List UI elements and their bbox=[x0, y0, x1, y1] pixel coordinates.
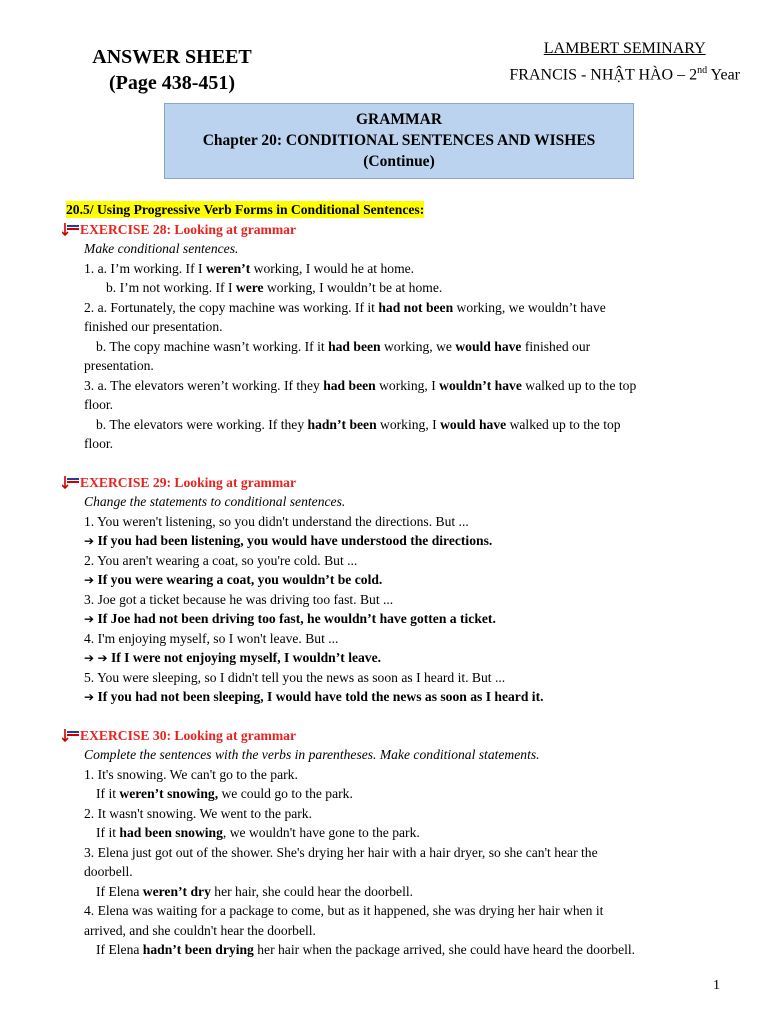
list-item: 2. a. Fortunately, the copy machine was working. If it had not been working, we wouldn’t have bbox=[84, 299, 606, 315]
answer: ➔ If you were wearing a coat, you wouldn’t be cold. bbox=[84, 572, 383, 587]
answer: ➔ If Joe had not been driving too fast, he wouldn’t have gotten a ticket. bbox=[84, 611, 496, 626]
box-line-2: Chapter 20: CONDITIONAL SENTENCES AND WISHES bbox=[202, 132, 596, 149]
exercise-28-title: EXERCISE 28: Looking at grammar bbox=[62, 222, 296, 237]
list-item: floor. bbox=[84, 436, 114, 451]
answer: ➔ ➔ If I were not enjoying myself, I wouldn’t leave. bbox=[84, 650, 382, 665]
org-block bbox=[509, 38, 740, 86]
box-line-1: GRAMMAR bbox=[355, 111, 443, 128]
answer: If Elena hadn’t been drying her hair when the package arrived, she could have heard the doorbell. bbox=[96, 942, 636, 957]
question: 5. You were sleeping, so I didn't tell you the news as soon as I heard it. But ... bbox=[84, 669, 506, 685]
flag-arrow-icon bbox=[62, 222, 80, 236]
right-arrow-icon: ➔ bbox=[84, 612, 95, 626]
question: 1. You weren't listening, so you didn't understand the directions. But ... bbox=[84, 513, 469, 529]
list-item: b. The copy machine wasn’t working. If it had been working, we would have finished our bbox=[96, 338, 591, 354]
answer: If it weren’t snowing, we could go to the park. bbox=[96, 786, 353, 801]
question: 3. Elena just got out of the shower. She's drying her hair with a hair dryer, so she can't hear the bbox=[84, 844, 598, 860]
right-arrow-icon: ➔ bbox=[97, 651, 108, 665]
answer: ➔ If you had not been sleeping, I would have told the news as soon as I heard it. bbox=[84, 689, 544, 704]
box-line-3: (Continue) bbox=[363, 153, 435, 170]
list-item: finished our presentation. bbox=[84, 319, 223, 334]
list-item: floor. bbox=[84, 397, 114, 412]
right-arrow-icon: ➔ bbox=[84, 534, 95, 548]
list-item: 1. a. I’m working. If I weren’t working, I would he at home. bbox=[84, 260, 415, 276]
list-item: b. The elevators were working. If they hadn’t been working, I would have walked up to the top bbox=[96, 416, 621, 432]
list-item: b. I’m not working. If I were working, I wouldn’t be at home. bbox=[106, 280, 443, 295]
title: ANSWER SHEET bbox=[92, 46, 252, 68]
exercise-28-instruction: Make conditional sentences. bbox=[84, 241, 239, 256]
question: arrived, and she couldn't hear the doorbell. bbox=[84, 922, 316, 938]
org-name: LAMBERT SEMINARY bbox=[543, 40, 706, 57]
content bbox=[66, 200, 746, 960]
answer-sheet-title bbox=[72, 44, 272, 96]
list-item: presentation. bbox=[84, 358, 154, 373]
answer: If Elena weren’t dry her hair, she could hear the doorbell. bbox=[96, 883, 414, 899]
exercise-30-title: EXERCISE 30: Looking at grammar bbox=[62, 728, 296, 743]
question: 2. You aren't wearing a coat, so you're cold. But ... bbox=[84, 552, 358, 568]
question: 4. I'm enjoying myself, so I won't leave. But ... bbox=[84, 630, 339, 646]
question: doorbell. bbox=[84, 864, 133, 879]
flag-arrow-icon bbox=[62, 728, 80, 742]
right-arrow-icon: ➔ bbox=[84, 690, 95, 704]
list-item: 3. a. The elevators weren’t working. If they had been working, I wouldn’t have walked up to the top bbox=[84, 377, 637, 393]
exercise-29-instruction: Change the statements to conditional sentences. bbox=[84, 494, 346, 509]
section-heading: 20.5/ Using Progressive Verb Forms in Conditional Sentences: bbox=[66, 202, 425, 217]
question: 2. It wasn't snowing. We went to the park. bbox=[84, 805, 313, 821]
right-arrow-icon: ➔ bbox=[84, 573, 95, 587]
answer: If it had been snowing, we wouldn't have gone to the park. bbox=[96, 825, 420, 840]
class-info: FRANCIS - NHẬT HÀO – 2nd Year bbox=[509, 65, 740, 84]
answer: ➔ If you had been listening, you would have understood the directions. bbox=[84, 533, 493, 548]
page-number: 1 bbox=[713, 978, 720, 993]
flag-arrow-icon bbox=[62, 475, 80, 489]
question: 1. It's snowing. We can't go to the park. bbox=[84, 766, 298, 782]
exercise-30-instruction: Complete the sentences with the verbs in parentheses. Make conditional statements. bbox=[84, 747, 540, 762]
page-range: (Page 438-451) bbox=[108, 72, 236, 94]
question: 4. Elena was waiting for a package to come, but as it happened, she was drying her hair when it bbox=[84, 903, 604, 918]
question: 3. Joe got a ticket because he was driving too fast. But ... bbox=[84, 591, 394, 607]
right-arrow-icon: ➔ bbox=[84, 651, 95, 665]
exercise-29-title: EXERCISE 29: Looking at grammar bbox=[62, 475, 296, 490]
chapter-box bbox=[164, 103, 634, 179]
